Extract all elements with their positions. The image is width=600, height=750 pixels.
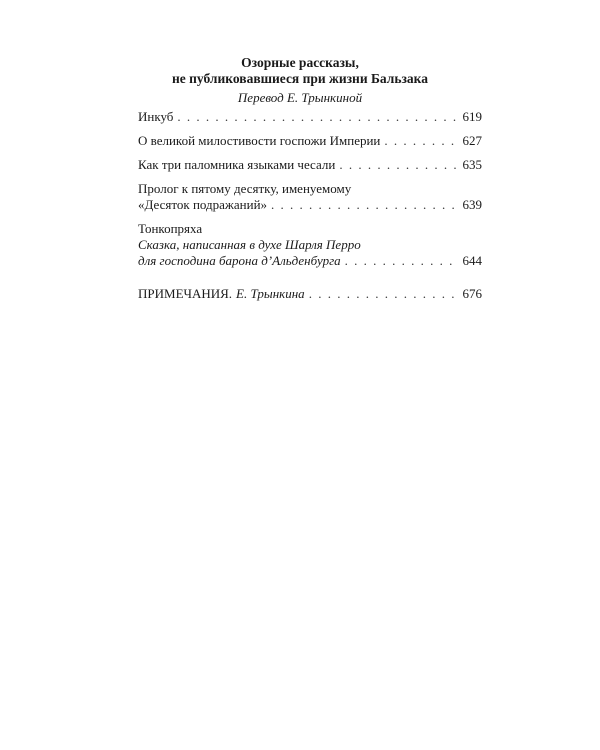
translator-credit: Перевод Е. Трынкиной <box>237 90 363 105</box>
toc-entry-title: Как три паломника языками чесали <box>138 157 336 172</box>
dot-leader <box>177 109 458 125</box>
toc-page-number: 619 <box>462 109 482 124</box>
dot-leader <box>271 197 458 213</box>
toc-page-number: 639 <box>462 197 482 212</box>
toc-page-number: 635 <box>462 157 482 172</box>
toc-notes-author: Е. Трынкина <box>236 286 305 301</box>
toc-entry-title: О великой милостивости госпожи Империи <box>138 133 381 148</box>
toc-notes-label: ПРИМЕЧАНИЯ. <box>138 286 233 301</box>
toc-page-number: 627 <box>462 133 482 148</box>
toc-entry-empress[interactable] <box>138 133 482 149</box>
toc-entry-prologue[interactable] <box>138 181 482 213</box>
dot-leader <box>345 253 459 269</box>
section-heading <box>0 55 600 106</box>
toc-entry-notes[interactable] <box>138 286 482 302</box>
toc-entry-incubus[interactable] <box>138 109 482 125</box>
dot-leader <box>384 133 458 149</box>
toc-page-number: 644 <box>462 253 482 268</box>
toc-entry-title: Тонкопряха <box>138 221 203 236</box>
toc-entry-title-line1: Пролог к пятому десятку, именуемому <box>138 181 352 196</box>
toc-entry-subtitle-line2: для господина барона д’Альденбурга <box>138 253 341 268</box>
toc-entry-title: Инкуб <box>138 109 174 124</box>
dot-leader <box>309 286 459 302</box>
toc-entry-tonkopryakha[interactable] <box>138 221 482 269</box>
dot-leader <box>339 157 458 173</box>
section-title-line1: Озорные рассказы, <box>241 55 359 70</box>
toc-entry-subtitle-line1: Сказка, написанная в духе Шарля Перро <box>138 237 361 252</box>
toc-entry-pilgrims[interactable] <box>138 157 482 173</box>
toc-page-number: 676 <box>462 286 482 301</box>
toc-entry-title-line2: «Десяток подражаний» <box>138 197 268 212</box>
section-title-line2: не публиковавшиеся при жизни Бальзака <box>172 71 428 86</box>
table-of-contents <box>138 109 482 302</box>
